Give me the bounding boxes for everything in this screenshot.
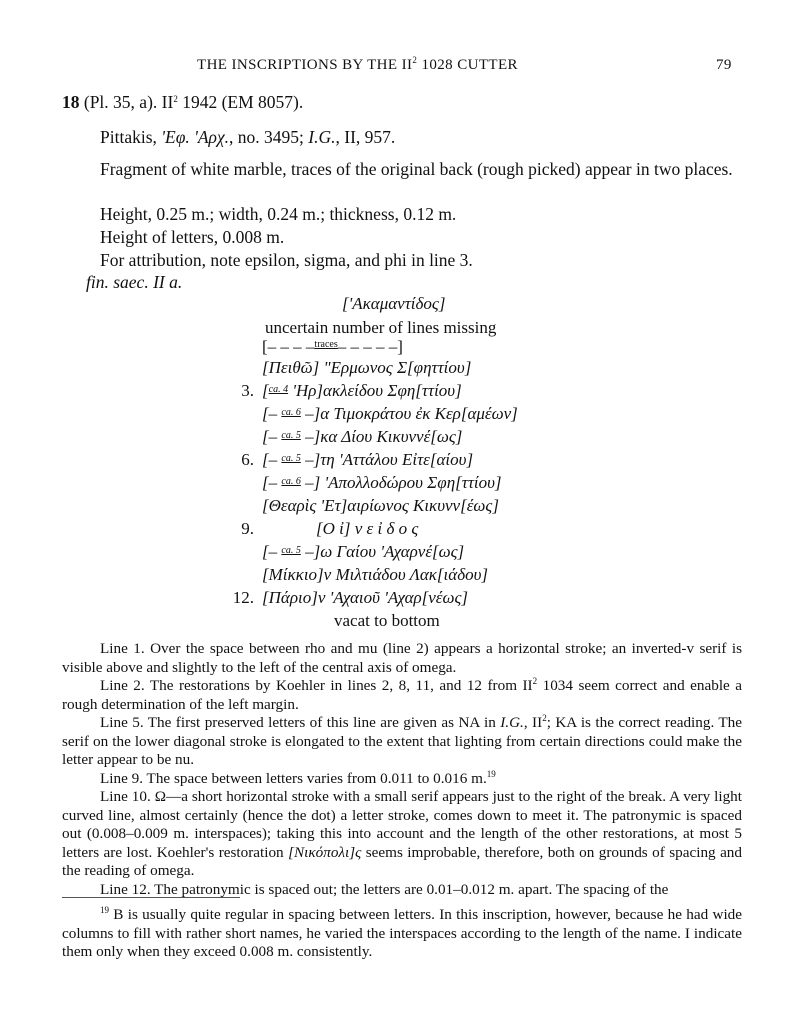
line-pre: [– [262,450,282,469]
entry-heading [62,92,303,113]
line-post: –]τη 'Αττάλου Εἰτε[αίου] [300,450,474,469]
ref-ig: I.G. [308,127,336,147]
line-number: 6. [241,450,254,469]
note-line-12: Line 12. The patronymic is spaced out; the letters are 0.01–0.012 m. apart. The spacing of the [100,880,669,898]
lacuna-count: ca. 5 [281,453,301,464]
ref-number: , no. 3495; [229,127,309,147]
entry-text: (Pl. 35, a). II [79,92,174,112]
line-post: –]κα Δίου Κικυννέ[ως] [300,427,463,446]
line-post: –] 'Απολλοδώρου Σφη[ττίου] [300,473,502,492]
inscription-line-8: [Θεαρὶς 'Ετ]αιρίωνος Κικυνν[έως] [262,496,499,515]
commentary [62,640,742,899]
measurement-attribution: For attribution, note epsilon, sigma, and phi in line 3. [100,250,473,270]
lacuna-count: ca. 5 [281,430,301,441]
date-line: fin. saec. II a. [86,272,183,292]
traces-right: – – – – –] [337,337,403,356]
ref-ig-number: , II, 957. [335,127,396,147]
vacat-note: vacat to bottom [334,611,440,630]
note-text: Line 10. Ω—a short horizontal stroke with a small serif appears just to the right of the break. A very light curved line, almost certainly (hence the dot) a letter stroke, comes down to meet it. The patronymic is spaced out (0.008–0.009 m. interspaces); taking this into account and the length of the other restorations, at most 5 letters are lost. Koehler's restoration [62,788,742,861]
note-text: Line 5. The first preserved letters of this line are given as NA in [100,714,501,731]
footnote-rule [62,897,240,898]
bibliography-line [100,127,395,148]
entry-sup: 2 [173,94,178,104]
running-title-text-b: 1028 CUTTER [417,57,518,73]
lacuna-count: ca. 5 [281,545,301,556]
line-post: –]ω Γαίου 'Αχαρνέ[ως] [300,542,465,561]
inscription-line-2: [Πειθῶ] "Ερμωνος Σ[φηττίου] [262,358,472,377]
inscription-line-5 [262,427,462,447]
lacuna-count: ca. 6 [281,407,301,418]
note-line-1: Line 1. Over the space between rho and mu (line 2) appears a horizontal stroke; an inverted-v serif is visible above and slightly to the left of the central axis of omega. [62,640,742,676]
entry-text-b: 1942 (EM 8057). [177,92,304,112]
lacuna-count: ca. 4 [268,384,289,395]
page-number: 79 [716,57,732,73]
inscription-line-9: [Ο ἰ] ν ε ἰ δ ο ς [316,519,419,538]
note-text-b: seems improbable, therefore, both on grounds of spacing and the reading of omega. [62,843,742,879]
note-text-c: ; KA is the correct reading. The serif on the lower diagonal stroke is elongated to the extent that lighting from certain directions could make the letter appear to be nu. [62,714,743,768]
note-text-b: , II [523,714,543,731]
measurement-dimensions: Height, 0.25 m.; width, 0.24 m.; thickness, 0.12 m. [100,204,457,224]
traces-left: [– – – – [262,337,315,356]
note-line-5 [62,714,742,770]
note-sup: 2 [542,713,547,723]
footnote-text: B is usually quite regular in spacing between letters. In this inscription, however, because he had wide columns to fill with rather short names, he varied the interspaces according to the length of the name. I indicate them only when they exceed 0.008 m. consistently. [62,906,742,960]
inscription-line-11: [Μίκκιο]ν Μιλτιάδου Λακ[ιάδου] [262,565,489,584]
line-number: 3. [241,381,254,400]
line-pre: [– [262,427,282,446]
inscription-missing-note: uncertain number of lines missing [265,318,497,337]
running-title-text: THE INSCRIPTIONS BY THE II [197,57,413,73]
inscription-line-4 [262,404,518,424]
inscription-traces-line [262,337,403,357]
line-pre: [ [262,381,269,400]
line-number: 9. [241,519,254,538]
note-text: Line 9. The space between letters varies from 0.011 to 0.016 m. [100,769,487,787]
note-line-10 [62,788,742,881]
footnote [62,906,742,962]
inscription-heading: ['Ακαμαντίδος] [342,294,446,313]
footnote-number: 19 [100,905,109,915]
note-sup: 2 [532,676,538,686]
ref-author: Pittakis, [100,127,162,147]
inscription-line-12: [Πάριο]ν 'Αχαιοῦ 'Αχαρ[νέως] [262,588,469,607]
running-title [197,57,518,74]
note-text-b: 1034 seem correct and enable a rough determination of the left margin. [62,677,743,713]
ref-journal: 'Εφ. 'Αρχ. [161,127,230,147]
line-pre: [– [262,542,282,561]
footnote-ref: 19 [486,768,496,779]
note-ig: I.G. [500,714,524,731]
line-number: 12. [232,588,254,607]
note-line-2 [62,677,742,714]
line-pre: [– [262,473,282,492]
entry-number: 18 [62,92,80,112]
note-line-9 [62,770,742,789]
inscription-line-3 [262,381,462,401]
note-text: Line 2. The restorations by Koehler in lines 2, 8, 11, and 12 from II [100,677,533,694]
inscription-line-10 [262,542,464,562]
inscription-line-7 [262,473,502,493]
traces-label: traces [314,339,338,350]
running-title-sup: 2 [412,55,418,65]
lacuna-count: ca. 6 [281,476,301,487]
line-post: –]α Τιμοκράτου ἐκ Κερ[αμέων] [300,404,518,423]
note-greek: [Νικόπολι]ς [288,843,362,861]
measurement-letter-height: Height of letters, 0.008 m. [100,227,285,247]
line-post: 'Ηρ]ακλείδου Σφη[ττίου] [288,381,462,400]
inscription-line-6 [262,450,473,470]
description-paragraph: Fragment of white marble, traces of the original back (rough picked) appear in two places. [100,159,733,179]
line-pre: [– [262,404,282,423]
